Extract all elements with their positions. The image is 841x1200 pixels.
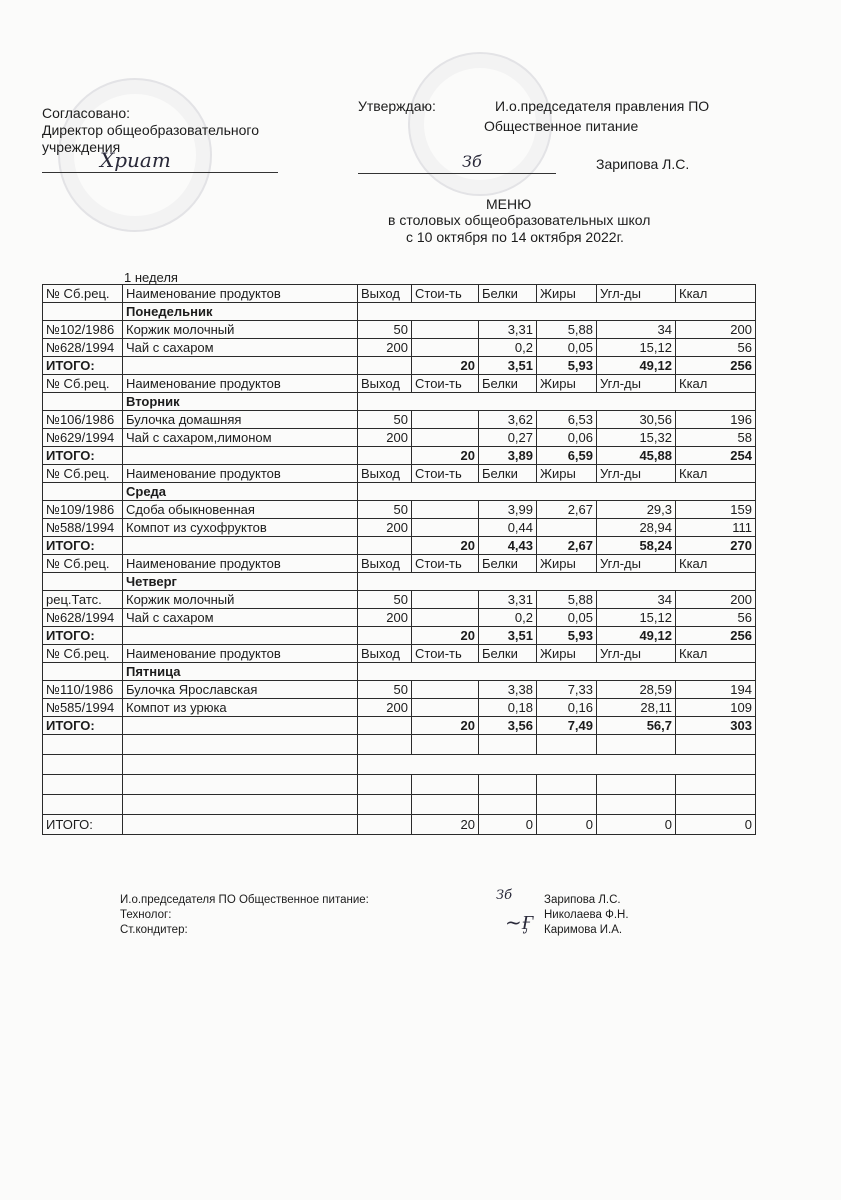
col-fat-header: Жиры [537,645,597,663]
day-total-row [43,717,756,735]
total-kcal: 254 [676,447,756,465]
carbs-value: 29,3 [597,501,676,519]
kcal-value: 196 [676,411,756,429]
table-row [43,519,756,537]
protein-value: 3,62 [479,411,537,429]
total-protein: 3,56 [479,717,537,735]
output-value: 50 [358,501,412,519]
day-total-row [43,627,756,645]
recipe-code: №628/1994 [43,339,123,357]
protein-value: 0,27 [479,429,537,447]
empty-cell [479,795,537,815]
chairman-name: Зарипова Л.С. [596,156,690,172]
footer-role-confectioner: Ст.кондитер: [120,924,188,936]
table-row [43,321,756,339]
cost-value [412,429,479,447]
total-kcal: 256 [676,627,756,645]
col-carbs-header: Угл-ды [597,375,676,393]
empty-cell [43,795,123,815]
kcal-value: 200 [676,321,756,339]
total-fat: 5,93 [537,627,597,645]
carbs-value: 15,12 [597,339,676,357]
day-name: Пятница [123,663,358,681]
total-empty [123,717,358,735]
total-label: ИТОГО: [43,717,123,735]
total-cost: 20 [412,357,479,375]
recipe-code: рец.Татс. [43,591,123,609]
col-name-header: Наименование продуктов [123,375,358,393]
output-value: 200 [358,699,412,717]
fat-value: 5,88 [537,591,597,609]
output-value: 50 [358,411,412,429]
fat-value: 0,06 [537,429,597,447]
col-name-header: Наименование продуктов [123,465,358,483]
col-kcal-header: Ккал [676,375,756,393]
col-carbs-header: Угл-ды [597,285,676,303]
product-name: Чай с сахаром [123,609,358,627]
total-carbs: 45,88 [597,447,676,465]
recipe-code: №628/1994 [43,609,123,627]
footer-roles [120,893,369,938]
empty-row [43,755,756,775]
empty-cell [597,775,676,795]
empty-cell [43,735,123,755]
product-name: Сдоба обыкновенная [123,501,358,519]
empty-cell [479,775,537,795]
product-name: Булочка домашняя [123,411,358,429]
fat-value: 0,05 [537,609,597,627]
empty-cell [43,775,123,795]
kcal-value: 56 [676,609,756,627]
day-empty-cell [43,483,123,501]
day-row [43,573,756,591]
output-value: 50 [358,681,412,699]
cost-value [412,591,479,609]
product-name: Компот из урюка [123,699,358,717]
empty-row [43,775,756,795]
table-row [43,411,756,429]
chairman-signature-line [358,173,556,174]
kcal-value: 159 [676,501,756,519]
kcal-value: 56 [676,339,756,357]
recipe-code: №106/1986 [43,411,123,429]
total-cost: 20 [412,447,479,465]
total-kcal: 256 [676,357,756,375]
col-carbs-header: Угл-ды [597,555,676,573]
empty-cell [358,775,412,795]
day-span-cell [358,573,756,591]
total-empty [358,537,412,555]
kcal-value: 58 [676,429,756,447]
grand-total-cost: 20 [412,815,479,835]
day-empty-cell [43,663,123,681]
col-protein-header: Белки [479,555,537,573]
menu-period: с 10 октября по 14 октября 2022г. [406,229,624,245]
footer-names [544,893,629,938]
document-subtitle: в столовых общеобразовательных школ [388,212,651,228]
col-protein-header: Белки [479,465,537,483]
empty-row [43,795,756,815]
col-name-header: Наименование продуктов [123,645,358,663]
total-empty [123,537,358,555]
day-span-cell [358,663,756,681]
carbs-value: 34 [597,591,676,609]
fat-value: 6,53 [537,411,597,429]
col-name-header: Наименование продуктов [123,285,358,303]
carbs-value: 28,94 [597,519,676,537]
protein-value: 3,38 [479,681,537,699]
grand-total-fat: 0 [537,815,597,835]
column-header-row [43,465,756,483]
footer-name-chairman: Зарипова Л.С. [544,894,621,906]
col-code-header: № Сб.рец. [43,645,123,663]
total-cost: 20 [412,537,479,555]
protein-value: 3,31 [479,591,537,609]
cost-value [412,321,479,339]
kcal-value: 111 [676,519,756,537]
footer-name-confectioner: Каримова И.А. [544,924,623,936]
col-fat-header: Жиры [537,285,597,303]
recipe-code: №585/1994 [43,699,123,717]
product-name: Чай с сахаром,лимоном [123,429,358,447]
fat-value: 2,67 [537,501,597,519]
empty-cell [123,795,358,815]
day-row [43,303,756,321]
director-signature: Хриат [100,148,171,172]
product-name: Компот из сухофруктов [123,519,358,537]
footer-name-technologist: Николаева Ф.Н. [544,909,629,921]
total-fat: 5,93 [537,357,597,375]
total-fat: 2,67 [537,537,597,555]
footer-role-technologist: Технолог: [120,909,172,921]
empty-cell [43,755,123,775]
output-value: 200 [358,609,412,627]
footer-signature-1: Зб [496,888,513,903]
col-cost-header: Стои-ть [412,555,479,573]
empty-cell [412,735,479,755]
protein-value: 0,18 [479,699,537,717]
day-name: Вторник [123,393,358,411]
col-kcal-header: Ккал [676,555,756,573]
total-empty [123,627,358,645]
total-label: ИТОГО: [43,447,123,465]
day-empty-cell [43,573,123,591]
column-header-row [43,285,756,303]
total-protein: 4,43 [479,537,537,555]
total-empty [358,447,412,465]
col-kcal-header: Ккал [676,465,756,483]
day-row [43,483,756,501]
empty-cell [537,795,597,815]
cost-value [412,699,479,717]
grand-total-label: ИТОГО: [43,815,123,835]
director-signature-line [42,172,278,173]
col-cost-header: Стои-ть [412,375,479,393]
carbs-value: 15,12 [597,609,676,627]
day-row [43,663,756,681]
document-title: МЕНЮ [486,196,532,212]
empty-cell [597,735,676,755]
total-fat: 6,59 [537,447,597,465]
total-cost: 20 [412,627,479,645]
grand-total-carbs: 0 [597,815,676,835]
recipe-code: №102/1986 [43,321,123,339]
table-row [43,501,756,519]
col-carbs-header: Угл-ды [597,465,676,483]
approved-label: Согласовано: [42,105,131,121]
day-name: Понедельник [123,303,358,321]
empty-cell [123,735,358,755]
table-row [43,681,756,699]
grand-total-kcal: 0 [676,815,756,835]
chairman-title: И.о.председателя правления ПО [495,98,710,114]
total-empty [123,357,358,375]
empty-cell [479,735,537,755]
carbs-value: 30,56 [597,411,676,429]
empty-cell [123,775,358,795]
day-span-cell [358,393,756,411]
empty-cell [412,775,479,795]
col-fat-header: Жиры [537,555,597,573]
grand-total-row [43,815,756,835]
fat-value: 0,05 [537,339,597,357]
col-code-header: № Сб.рец. [43,375,123,393]
recipe-code: №109/1986 [43,501,123,519]
total-label: ИТОГО: [43,357,123,375]
output-value: 50 [358,321,412,339]
empty-cell [412,795,479,815]
footer-signature-2: ~Ӻ [505,910,534,934]
protein-value: 3,99 [479,501,537,519]
empty-cell [676,735,756,755]
product-name: Булочка Ярославская [123,681,358,699]
empty-cell [597,795,676,815]
grand-total-empty [358,815,412,835]
col-output-header: Выход [358,555,412,573]
product-name: Чай с сахаром [123,339,358,357]
column-header-row [43,555,756,573]
protein-value: 3,31 [479,321,537,339]
table-row [43,699,756,717]
total-protein: 3,51 [479,357,537,375]
cost-value [412,501,479,519]
carbs-value: 15,32 [597,429,676,447]
cost-value [412,609,479,627]
carbs-value: 34 [597,321,676,339]
total-empty [123,447,358,465]
total-carbs: 58,24 [597,537,676,555]
table-row [43,591,756,609]
col-fat-header: Жиры [537,375,597,393]
day-total-row [43,447,756,465]
fat-value [537,519,597,537]
kcal-value: 200 [676,591,756,609]
total-empty [358,357,412,375]
product-name: Коржик молочный [123,321,358,339]
fat-value: 5,88 [537,321,597,339]
cost-value [412,519,479,537]
col-output-header: Выход [358,465,412,483]
empty-cell [676,775,756,795]
col-code-header: № Сб.рец. [43,555,123,573]
output-value: 50 [358,591,412,609]
total-cost: 20 [412,717,479,735]
total-empty [358,627,412,645]
col-code-header: № Сб.рец. [43,465,123,483]
table-row [43,339,756,357]
recipe-code: №110/1986 [43,681,123,699]
column-header-row [43,375,756,393]
cost-value [412,339,479,357]
recipe-code: №588/1994 [43,519,123,537]
table-row [43,609,756,627]
director-title: Директор общеобразовательного [42,122,259,138]
grand-total-empty [123,815,358,835]
day-total-row [43,537,756,555]
col-protein-header: Белки [479,645,537,663]
day-empty-cell [43,303,123,321]
kcal-value: 194 [676,681,756,699]
col-cost-header: Стои-ть [412,645,479,663]
total-empty [358,717,412,735]
total-kcal: 270 [676,537,756,555]
total-carbs: 49,12 [597,627,676,645]
col-carbs-header: Угл-ды [597,645,676,663]
day-name: Среда [123,483,358,501]
cost-value [412,411,479,429]
confirm-label: Утверждаю: [358,98,436,114]
fat-value: 0,16 [537,699,597,717]
footer-role-chairman: И.о.председателя ПО Общественное питание: [120,894,369,906]
total-fat: 7,49 [537,717,597,735]
day-span-cell [358,303,756,321]
institution-label: учреждения [42,139,121,155]
protein-value: 0,44 [479,519,537,537]
grand-total-protein: 0 [479,815,537,835]
day-name: Четверг [123,573,358,591]
kcal-value: 109 [676,699,756,717]
week-label: 1 неделя [124,270,178,285]
col-output-header: Выход [358,285,412,303]
day-empty-cell [43,393,123,411]
protein-value: 0,2 [479,339,537,357]
empty-row [43,735,756,755]
recipe-code: №629/1994 [43,429,123,447]
day-row [43,393,756,411]
col-kcal-header: Ккал [676,285,756,303]
col-protein-header: Белки [479,285,537,303]
col-cost-header: Стои-ть [412,285,479,303]
empty-cell [537,775,597,795]
total-kcal: 303 [676,717,756,735]
col-protein-header: Белки [479,375,537,393]
total-carbs: 56,7 [597,717,676,735]
day-total-row [43,357,756,375]
chairman-signature: Зб [462,152,482,171]
table-row [43,429,756,447]
total-protein: 3,51 [479,627,537,645]
col-code-header: № Сб.рец. [43,285,123,303]
col-output-header: Выход [358,375,412,393]
col-cost-header: Стои-ть [412,465,479,483]
day-span-cell [358,483,756,501]
empty-span-cell [358,755,756,775]
col-fat-header: Жиры [537,465,597,483]
fat-value: 7,33 [537,681,597,699]
product-name: Коржик молочный [123,591,358,609]
total-label: ИТОГО: [43,627,123,645]
output-value: 200 [358,339,412,357]
empty-cell [358,795,412,815]
column-header-row [43,645,756,663]
menu-table [42,284,756,835]
col-output-header: Выход [358,645,412,663]
empty-cell [358,735,412,755]
col-kcal-header: Ккал [676,645,756,663]
cost-value [412,681,479,699]
col-name-header: Наименование продуктов [123,555,358,573]
total-label: ИТОГО: [43,537,123,555]
output-value: 200 [358,429,412,447]
protein-value: 0,2 [479,609,537,627]
total-protein: 3,89 [479,447,537,465]
output-value: 200 [358,519,412,537]
carbs-value: 28,59 [597,681,676,699]
total-carbs: 49,12 [597,357,676,375]
empty-cell [676,795,756,815]
empty-cell [537,735,597,755]
organization-name: Общественное питание [484,118,639,134]
carbs-value: 28,11 [597,699,676,717]
empty-cell [123,755,358,775]
